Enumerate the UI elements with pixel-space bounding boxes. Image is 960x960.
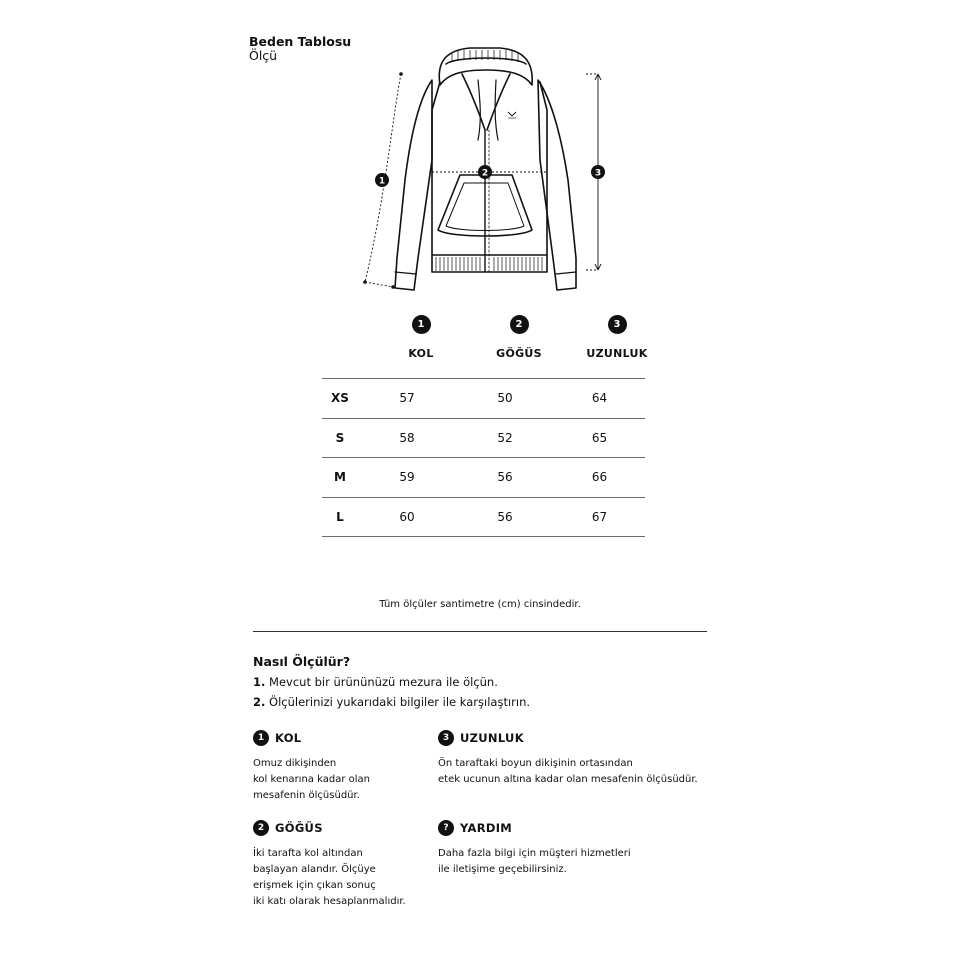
- info-gogus-heading: [253, 820, 323, 836]
- table-cell: 65: [554, 418, 645, 458]
- size-label: L: [322, 497, 358, 537]
- table-cell: 56: [456, 458, 554, 498]
- info-line: erişmek için çıkan sonuç: [253, 880, 376, 891]
- number-badge-icon: 1: [412, 315, 431, 334]
- size-table: [322, 378, 645, 537]
- table-row: [322, 418, 645, 458]
- step-number: 2.: [253, 695, 266, 709]
- size-label: XS: [322, 379, 358, 419]
- info-uzunluk-heading: [438, 730, 524, 746]
- divider: [253, 631, 707, 632]
- svg-text:3: 3: [594, 168, 602, 179]
- info-gogus-text: [253, 846, 406, 910]
- info-line: Omuz dikişinden: [253, 758, 337, 769]
- info-line: İki tarafta kol altından: [253, 848, 363, 859]
- number-badge-icon: 3: [438, 730, 454, 746]
- svg-text:2: 2: [481, 168, 489, 179]
- page-title: Beden Tablosu: [249, 34, 352, 49]
- table-cell: 57: [358, 379, 456, 419]
- svg-text:1: 1: [378, 176, 386, 187]
- table-cell: 66: [554, 458, 645, 498]
- info-title: UZUNLUK: [460, 731, 524, 745]
- info-title: YARDIM: [460, 821, 513, 835]
- info-yardim-text: [438, 846, 631, 878]
- right-sleeve: [538, 80, 576, 290]
- number-badge-icon: 1: [253, 730, 269, 746]
- step-text: Mevcut bir ürününüzü mezura ile ölçün.: [269, 675, 498, 689]
- chest-logo-icon: [508, 112, 516, 116]
- table-cell: 52: [456, 418, 554, 458]
- column-uzunluk: [557, 315, 677, 360]
- info-kol-text: [253, 756, 370, 804]
- table-cell: 50: [456, 379, 554, 419]
- table-row: [322, 497, 645, 537]
- step-text: Ölçülerinizi yukarıdaki bilgiler ile karşılaştırın.: [269, 695, 531, 709]
- number-badge-icon: 3: [608, 315, 627, 334]
- size-label: M: [322, 458, 358, 498]
- hoodie-diagram: [360, 40, 610, 300]
- info-line: etek ucunun altına kadar olan mesafenin ölçüsüdür.: [438, 774, 698, 785]
- info-line: ile iletişime geçebilirsiniz.: [438, 864, 567, 875]
- column-label: GÖĞÜS: [496, 347, 542, 360]
- step-number: 1.: [253, 675, 266, 689]
- table-cell: 60: [358, 497, 456, 537]
- info-line: başlayan alandır. Ölçüye: [253, 864, 376, 875]
- marker-3-icon: [591, 165, 605, 179]
- number-badge-icon: 2: [253, 820, 269, 836]
- info-line: Daha fazla bilgi için müşteri hizmetleri: [438, 848, 631, 859]
- info-title: KOL: [275, 731, 302, 745]
- column-label: KOL: [408, 347, 434, 360]
- help-icon: ?: [438, 820, 454, 836]
- table-cell: 64: [554, 379, 645, 419]
- table-cell: 56: [456, 497, 554, 537]
- info-line: iki katı olarak hesaplanmalıdır.: [253, 896, 406, 907]
- info-kol-heading: [253, 730, 301, 746]
- info-line: Ön taraftaki boyun dikişinin ortasından: [438, 758, 633, 769]
- page-subtitle: Ölçü: [249, 48, 278, 63]
- column-label: UZUNLUK: [586, 347, 648, 360]
- table-cell: 58: [358, 418, 456, 458]
- step-2: [253, 695, 530, 709]
- table-row: [322, 458, 645, 498]
- step-1: [253, 675, 498, 689]
- table-cell: 67: [554, 497, 645, 537]
- table-cell: 59: [358, 458, 456, 498]
- how-to-measure-title: Nasıl Ölçülür?: [253, 654, 351, 669]
- table-row: [322, 379, 645, 419]
- marker-1-icon: [375, 173, 389, 187]
- info-line: mesafenin ölçüsüdür.: [253, 790, 360, 801]
- info-yardim-heading: [438, 820, 512, 836]
- marker-2-icon: [478, 165, 492, 179]
- left-sleeve: [395, 80, 432, 290]
- number-badge-icon: 2: [510, 315, 529, 334]
- info-uzunluk-text: [438, 756, 698, 788]
- size-label: S: [322, 418, 358, 458]
- unit-note: Tüm ölçüler santimetre (cm) cinsindedir.: [379, 599, 581, 610]
- info-line: kol kenarına kadar olan: [253, 774, 370, 785]
- info-title: GÖĞÜS: [275, 821, 323, 835]
